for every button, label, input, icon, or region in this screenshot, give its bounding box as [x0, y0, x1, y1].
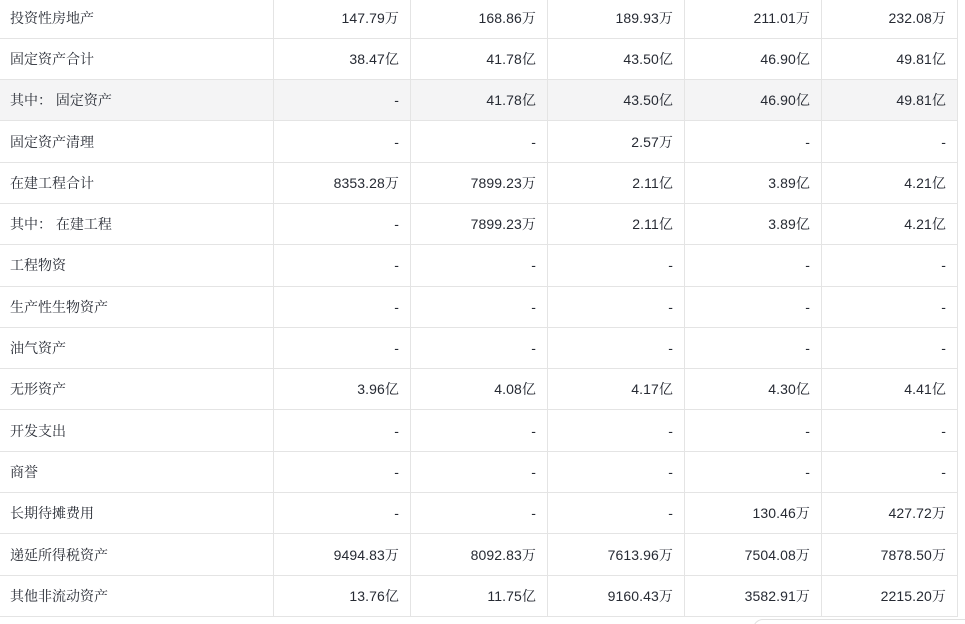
value-cell: 46.90亿: [685, 80, 822, 120]
value-cell: 7878.50万: [822, 534, 958, 574]
value-cell: -: [411, 493, 548, 533]
row-label: 其他非流动资产: [0, 576, 274, 616]
value-cell: 41.78亿: [411, 39, 548, 79]
row-label: 递延所得税资产: [0, 534, 274, 574]
value-cell: -: [411, 410, 548, 450]
value-cell: -: [274, 493, 411, 533]
value-cell: 3.96亿: [274, 369, 411, 409]
table-row[interactable]: [0, 163, 958, 204]
value-cell: -: [274, 452, 411, 492]
value-cell: -: [685, 245, 822, 285]
value-cell: 8353.28万: [274, 163, 411, 203]
value-cell: -: [548, 287, 685, 327]
value-cell: 168.86万: [411, 0, 548, 38]
value-cell: -: [548, 328, 685, 368]
value-cell: 9160.43万: [548, 576, 685, 616]
value-cell: 43.50亿: [548, 80, 685, 120]
value-cell: 2.11亿: [548, 163, 685, 203]
value-cell: 2.11亿: [548, 204, 685, 244]
value-cell: 43.50亿: [548, 39, 685, 79]
table-row[interactable]: [0, 287, 958, 328]
value-cell: -: [411, 121, 548, 161]
value-cell: 4.21亿: [822, 204, 958, 244]
value-cell: 38.47亿: [274, 39, 411, 79]
value-cell: 4.21亿: [822, 163, 958, 203]
value-cell: -: [548, 245, 685, 285]
value-cell: -: [822, 328, 958, 368]
value-cell: -: [685, 121, 822, 161]
table-row[interactable]: [0, 328, 958, 369]
value-cell: -: [274, 410, 411, 450]
value-cell: 49.81亿: [822, 80, 958, 120]
bottom-popover-edge: [753, 619, 965, 624]
value-cell: 4.17亿: [548, 369, 685, 409]
table-row[interactable]: [0, 369, 958, 410]
row-label: 固定资产合计: [0, 39, 274, 79]
value-cell: 9494.83万: [274, 534, 411, 574]
value-cell: -: [274, 287, 411, 327]
value-cell: -: [548, 410, 685, 450]
value-cell: 3.89亿: [685, 163, 822, 203]
row-label: 其中： 在建工程: [0, 204, 274, 244]
value-cell: -: [685, 452, 822, 492]
row-label: 油气资产: [0, 328, 274, 368]
value-cell: 13.76亿: [274, 576, 411, 616]
value-cell: -: [274, 328, 411, 368]
value-cell: 232.08万: [822, 0, 958, 38]
value-cell: -: [822, 245, 958, 285]
value-cell: 3.89亿: [685, 204, 822, 244]
value-cell: -: [548, 452, 685, 492]
table-row[interactable]: [0, 245, 958, 286]
table-row[interactable]: [0, 452, 958, 493]
value-cell: -: [411, 287, 548, 327]
table-row[interactable]: [0, 204, 958, 245]
value-cell: -: [822, 287, 958, 327]
value-cell: -: [685, 410, 822, 450]
row-label: 生产性生物资产: [0, 287, 274, 327]
value-cell: -: [548, 493, 685, 533]
row-label: 无形资产: [0, 369, 274, 409]
row-label: 固定资产清理: [0, 121, 274, 161]
value-cell: 7899.23万: [411, 163, 548, 203]
table-row[interactable]: [0, 39, 958, 80]
value-cell: -: [274, 245, 411, 285]
value-cell: 49.81亿: [822, 39, 958, 79]
value-cell: -: [274, 121, 411, 161]
value-cell: -: [685, 287, 822, 327]
value-cell: 130.46万: [685, 493, 822, 533]
row-label: 在建工程合计: [0, 163, 274, 203]
value-cell: 8092.83万: [411, 534, 548, 574]
table-row[interactable]: [0, 576, 958, 617]
value-cell: -: [411, 452, 548, 492]
value-cell: 4.08亿: [411, 369, 548, 409]
table-row[interactable]: [0, 493, 958, 534]
value-cell: -: [411, 245, 548, 285]
value-cell: 11.75亿: [411, 576, 548, 616]
value-cell: 7613.96万: [548, 534, 685, 574]
value-cell: -: [685, 328, 822, 368]
value-cell: 2215.20万: [822, 576, 958, 616]
row-label: 投资性房地产: [0, 0, 274, 38]
value-cell: 211.01万: [685, 0, 822, 38]
row-label: 长期待摊费用: [0, 493, 274, 533]
value-cell: 46.90亿: [685, 39, 822, 79]
value-cell: 2.57万: [548, 121, 685, 161]
value-cell: 7504.08万: [685, 534, 822, 574]
row-label: 开发支出: [0, 410, 274, 450]
table-row[interactable]: [0, 121, 958, 162]
row-label: 其中： 固定资产: [0, 80, 274, 120]
table-row[interactable]: [0, 410, 958, 451]
value-cell: 147.79万: [274, 0, 411, 38]
value-cell: -: [822, 410, 958, 450]
value-cell: -: [822, 121, 958, 161]
value-cell: 3582.91万: [685, 576, 822, 616]
value-cell: 427.72万: [822, 493, 958, 533]
value-cell: 189.93万: [548, 0, 685, 38]
value-cell: 7899.23万: [411, 204, 548, 244]
row-label: 商誉: [0, 452, 274, 492]
value-cell: -: [274, 204, 411, 244]
value-cell: 4.30亿: [685, 369, 822, 409]
value-cell: 41.78亿: [411, 80, 548, 120]
value-cell: 4.41亿: [822, 369, 958, 409]
row-label: 工程物资: [0, 245, 274, 285]
value-cell: -: [411, 328, 548, 368]
table-row[interactable]: [0, 534, 958, 575]
value-cell: -: [822, 452, 958, 492]
value-cell: -: [274, 80, 411, 120]
table-row[interactable]: [0, 0, 958, 39]
table-row[interactable]: [0, 80, 958, 121]
